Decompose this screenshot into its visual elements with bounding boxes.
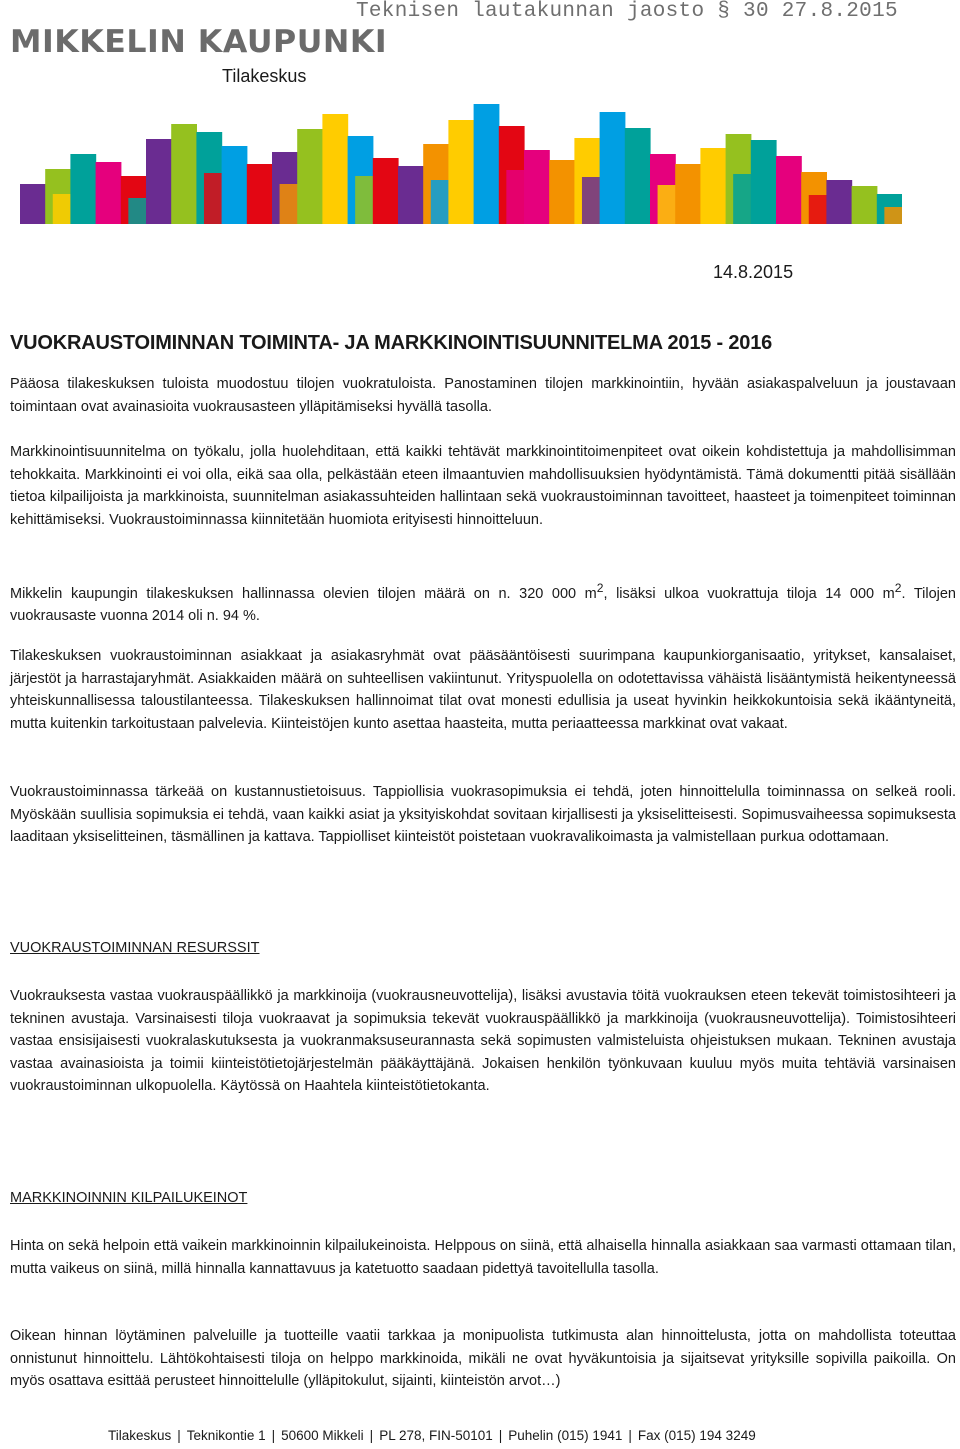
- intro-paragraph-2: Markkinointisuunnitelma on työkalu, jolla huolehditaan, että kaikki tehtävät markkinointitoimenpiteet ovat oikein kohdistettuja ja mahdollisimman tehokkaita. Markkinointi ei voi olla, eikä saa olla, pelkästään eteen ilmaantuvien mahdollisuuksien hyödyntämistä. Tämä dokumentti pitää sisällään tietoa kilpailijoista ja markkinoista, suunnitelman asiakassuhteiden hallintaan sekä vuokraustoiminnan tavoitteet, haasteet ja toimenpiteet toiminnan kehittämiseksi. Vuokraustoiminnassa kiinnitetään huomiota erityisesti hinnoitteluun.: [10, 444, 956, 528]
- skyline-block-overlay: [884, 207, 902, 224]
- skyline-block: [700, 148, 726, 224]
- skyline-block: [776, 156, 802, 224]
- skyline-block: [600, 112, 626, 224]
- city-skyline-logo-graphic: [20, 80, 902, 224]
- footer-item-postal: 50600 Mikkeli: [281, 1428, 364, 1443]
- skyline-block: [751, 140, 777, 224]
- skyline-block: [675, 164, 701, 224]
- skyline-block: [474, 104, 500, 224]
- skyline-block: [852, 186, 878, 224]
- footer-item-office: Tilakeskus: [108, 1428, 172, 1443]
- footer-separator: |: [369, 1428, 374, 1443]
- meeting-stamp: Teknisen lautakunnan jaosto § 30 27.8.2015: [356, 0, 898, 23]
- area-paragraph: [10, 577, 956, 628]
- footer-separator: |: [177, 1428, 181, 1443]
- intro-paragraph-4: Vuokraustoiminnassa tärkeää on kustannustietoisuus. Tappiollisia vuokrasopimuksia ei tehdä, joten hinnoittelulla toiminnassa on selkeä rooli. Myöskään suullisia sopimuksia ei tehdä, vaan kaikki asiat ja yksityiskohdat sovitaan kirjallisesti ja yksiselitteisesti. Sopimusvaiheessa sopimuksesta laaditaan yksiselitteinen, täsmällinen ja kattava. Tappiolliset kiinteistöt poistetaan vuokravalikoimasta ja valmistellaan purkua odottamaan.: [10, 784, 956, 846]
- area-sup1: 2: [596, 581, 604, 595]
- city-logo-text: MIKKELIN KAUPUNKI: [10, 24, 388, 60]
- area-text-part1: Mikkelin kaupungin tilakeskuksen hallinnassa olevien tilojen määrä on n. 320 000 m: [10, 585, 597, 602]
- skyline-block: [146, 139, 172, 224]
- skyline-blocks: [20, 104, 902, 224]
- skyline-block: [171, 124, 197, 224]
- footer-item-phone: Puhelin (015) 1941: [508, 1428, 623, 1443]
- intro-paragraph-1: Pääosa tilakeskuksen tuloista muodostuu tilojen vuokratuloista. Panostaminen tilojen markkinointiin, hyvään asiakaspalveluun ja joustavaan toimintaan ovat avainasioita vuokrausasteen ylläpitämiseksi hyvällä tasolla.: [10, 376, 956, 415]
- intro-paragraph-3: Tilakeskuksen vuokraustoiminnan asiakkaat ja asiakasryhmät ovat pääsääntöisesti suurimpana kaupunkiorganisaatio, yritykset, kansalaiset, järjestöt ja harrastajaryhmät. Asiakkaiden määrä on suhteellisen vakiintunut. Yrityspuolella on odotettavissa vähäistä lisääntymistä heikentyneessä yhteiskunnallisessa taloustilanteessa. Tilakeskuksen hallinnoimat tilat ovat monesti edullisia ja useat hyvinkin heikkokuntoisia sekä ikääntyneitä, mutta kuitenkin tarkoitustaan palvelevia. Kiinteistöjen kunto asettaa haasteita, mutta periaatteessa markkinat ovat vakaat.: [10, 648, 956, 732]
- area-text-part2: , lisäksi ulkoa vuokrattuja tiloja 14 000 m: [603, 585, 895, 602]
- skyline-block: [524, 150, 550, 224]
- area-sup2: 2: [894, 581, 902, 595]
- resources-heading: VUOKRAUSTOIMINNAN RESURSSIT: [10, 940, 260, 956]
- competition-paragraph-1: Hinta on sekä helpoin että vaikein markkinoinnin kilpailukeinoista. Helppous on siinä, että alhaisella hinnalla asiakkaan saa varmasti ottamaan tilan, mutta vaikeus on siinä, millä hinnalla kannattavuus ja katetuotto saadaan pidettyä tavoitellulla tasolla.: [10, 1238, 956, 1277]
- skyline-block: [96, 162, 122, 224]
- document-date: 14.8.2015: [713, 262, 794, 282]
- skyline-block: [398, 166, 424, 224]
- resources-paragraph: Vuokrauksesta vastaa vuokrauspäällikkö ja markkinoija (vuokrausneuvottelija), lisäksi avustavia töitä vuokrauksen eteen tekevät toimistosihteeri ja tekninen avustaja. Varsinaisesti tiloja vuokraavat ja sopimuksia tekevät vuokrauspäällikkö ja markkinoija (vuokrausneuvottelija). Toimistosihteeri vastaa ensisijaisesti vuokralaskutuksesta ja vuokranmaksuseurannasta sekä sopimusten valmisteluista ohjeistuksen mukaan. Tekninen avustaja vastaa avainasioista ja toimii kiinteistötietojärjestelmän pääkäyttäjänä. Jokaisen henkilön työnkuvaan kuuluu myös muita tehtäviä varsinaisen vuokraustoiminnan ulkopuolella. Käytössä on Haahtela kiinteistötietokanta.: [10, 988, 956, 1095]
- footer-separator: |: [271, 1428, 276, 1443]
- footer-separator: |: [628, 1428, 632, 1443]
- competition-paragraph-2: Oikean hinnan löytäminen palveluille ja tuotteille vaatii tarkkaa ja monipuolista tutkimusta alan hinnoittelusta, jotta on mahdollista toteuttaa onnistunut hinnoittelu. Lähtökohtaisesti tiloja on helppo markkinoida, mikäli ne ovat hyväkuntoisia ja sijaitsevat yrityksille sopivilla paikoilla. On myös osattava esittää perusteet hinnoittelulle (ylläpitokulut, sijainti, kiinteistön arvot…): [10, 1328, 956, 1390]
- skyline-block: [222, 146, 248, 224]
- competition-heading: MARKKINOINNIN KILPAILUKEINOT: [10, 1190, 248, 1206]
- skyline-block: [297, 129, 323, 224]
- skyline-block: [20, 184, 46, 224]
- skyline-block: [826, 180, 852, 224]
- skyline-block: [322, 114, 348, 224]
- skyline-block: [373, 158, 399, 224]
- skyline-block: [70, 154, 96, 224]
- skyline-block: [448, 120, 474, 224]
- skyline-block: [549, 160, 575, 224]
- skyline-block: [625, 128, 651, 224]
- document-title: VUOKRAUSTOIMINNAN TOIMINTA- JA MARKKINOINTISUUNNITELMA 2015 - 2016: [10, 332, 773, 355]
- footer-item-pobox: PL 278, FIN-50101: [379, 1428, 493, 1443]
- unit-name: Tilakeskus: [222, 66, 307, 86]
- footer-item-fax: Fax (015) 194 3249: [637, 1428, 756, 1443]
- area-text-part3: . Tilojen vuokrausaste vuonna 2014 oli n. 94 %.: [10, 585, 956, 625]
- page-footer: [108, 1428, 756, 1443]
- footer-separator: |: [498, 1428, 503, 1443]
- skyline-block: [247, 164, 273, 224]
- footer-item-street: Teknikontie 1: [186, 1428, 266, 1443]
